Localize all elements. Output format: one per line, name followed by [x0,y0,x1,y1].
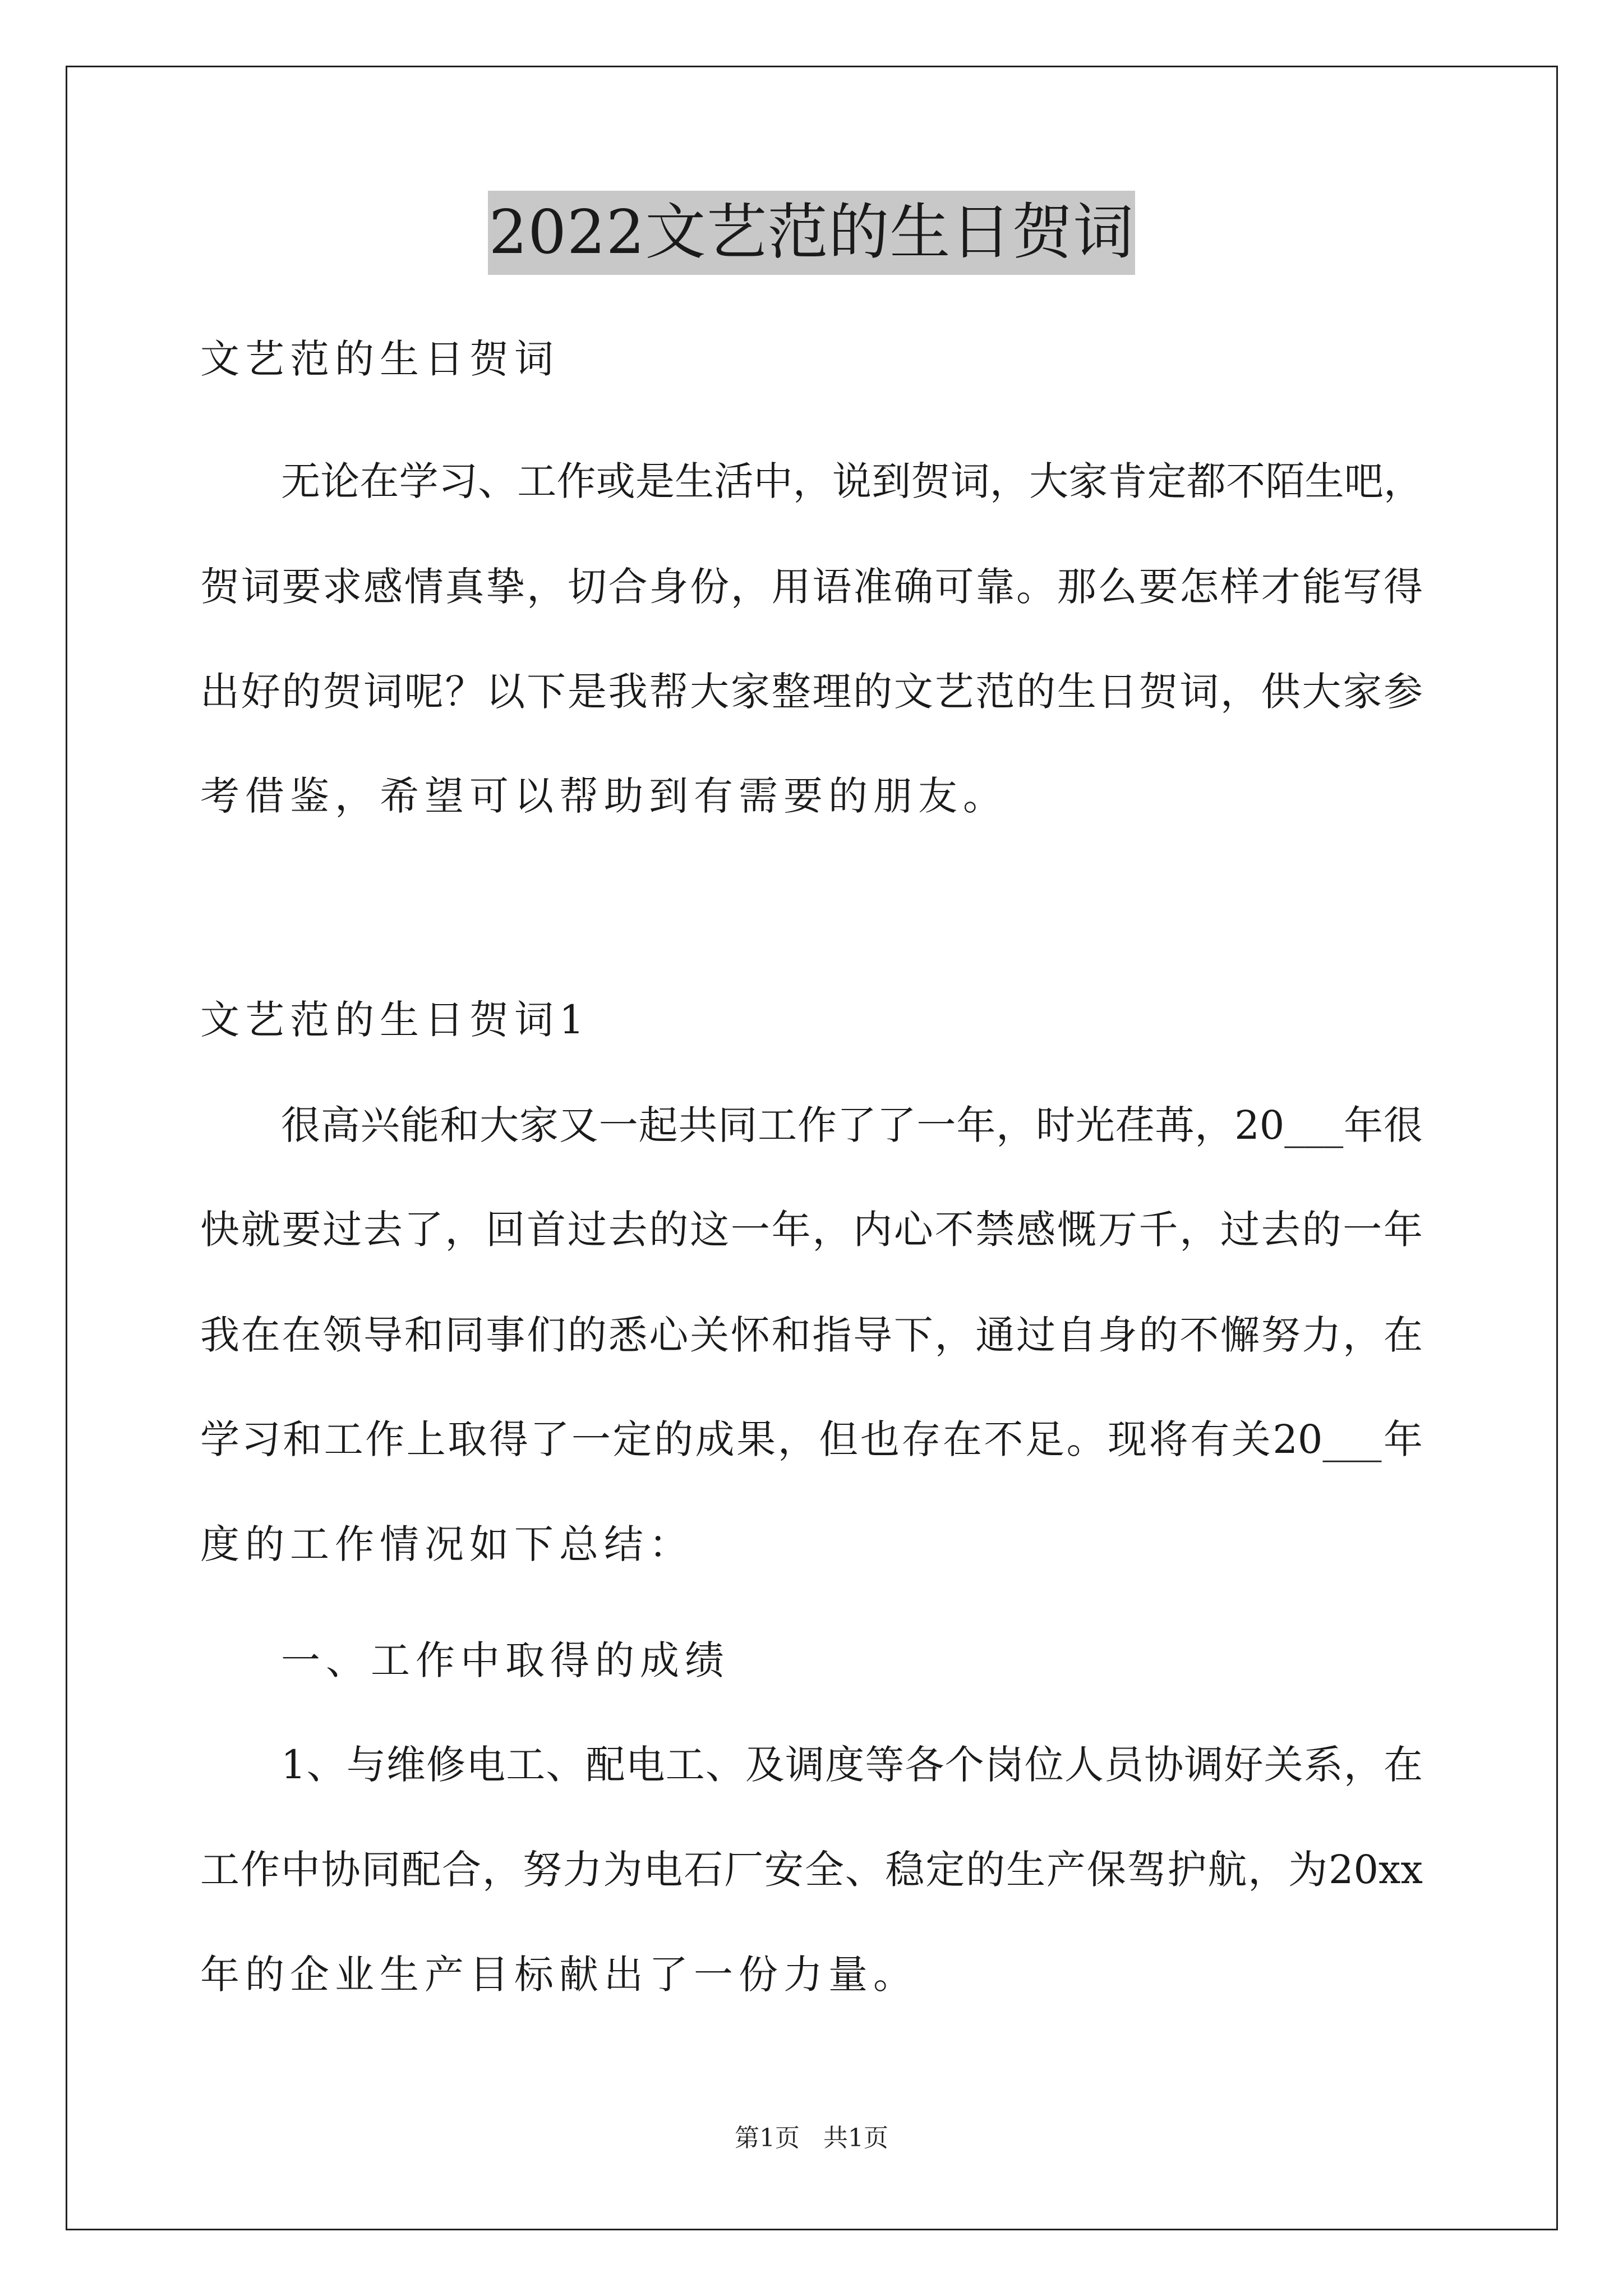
paragraph-line: 考借鉴，希望可以帮助到有需要的朋友。 [200,773,1008,819]
paragraph-line: 工作中协同配合，努力为电石厂安全、稳定的生产保驾护航，为20xx [200,1847,1423,1893]
page-footer [0,2122,1623,2155]
paragraph-line: 学习和工作上取得了一定的成果，但也存在不足。现将有关20___年 [200,1416,1423,1462]
paragraph-line: 1、与维修电工、配电工、及调度等各个岗位人员协调好关系，在 [281,1742,1423,1788]
page-total: 共1页 [823,2124,888,2152]
paragraph-line: 度的工作情况如下总结： [200,1521,694,1567]
paragraph-line: 我在在领导和同事们的悉心关怀和指导下，通过自身的不懈努力，在 [200,1312,1423,1358]
document-title-text: 2022文艺范的生日贺词 [488,191,1136,275]
paragraph-line: 无论在学习、工作或是生活中，说到贺词，大家肯定都不陌生吧， [281,458,1423,504]
paragraph-line: 贺词要求感情真挚，切合身份，用语准确可靠。那么要怎样才能写得 [200,564,1423,610]
section-heading: 文艺范的生日贺词 [200,336,559,382]
paragraph-line: 快就要过去了，回首过去的这一年，内心不禁感慨万千，过去的一年 [200,1207,1423,1253]
paragraph-line: 出好的贺词呢？以下是我帮大家整理的文艺范的生日贺词，供大家参 [200,669,1423,715]
page-number: 第1页 [735,2124,800,2152]
section-heading: 文艺范的生日贺词1 [200,997,590,1043]
paragraph-line: 年的企业生产目标献出了一份力量。 [200,1952,918,1998]
paragraph-line: 很高兴能和大家又一起共同工作了了一年，时光荏苒，20___年很 [281,1102,1423,1148]
document-title [200,191,1423,275]
subheading: 一、工作中取得的成绩 [281,1637,730,1683]
